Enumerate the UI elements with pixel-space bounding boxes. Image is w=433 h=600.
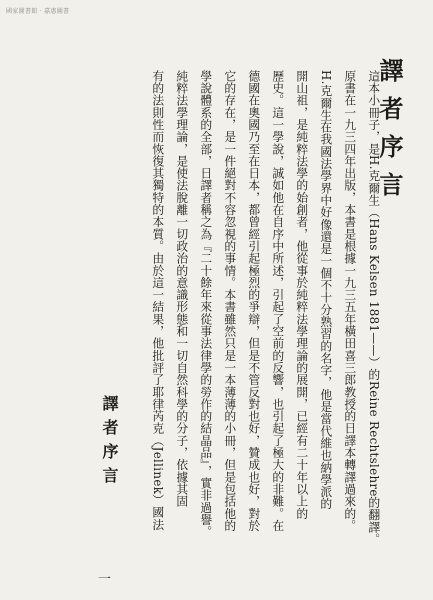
text-column-4: 開山祖，是純粹法學的始創者，他從事於純粹法學理論的展開，已經有二十年以上的: [294, 70, 309, 520]
page-title: 譯者序言: [375, 58, 404, 210]
text-column-7: 它的存在，是一件絕對不容忽視的事情。本書雖然只是一本薄薄的小冊，但是包括他的: [222, 70, 237, 532]
text-column-10: 有的法則性而恢復其獨特的本質。由於這一結果，他批評了耶律芮克（Jellinek）國法: [150, 70, 165, 531]
running-footer-title: 譯者序言: [100, 395, 119, 491]
text-column-2: 原書在一九三四年出版，本書是根據一九三五年橫田喜三郎教授的日譯本轉譯過來的。: [342, 70, 357, 532]
text-column-6: 德國在奧國乃至在日本，都曾經引起極烈的爭辯，但是不管反對也好，贊成也好，對於: [246, 70, 261, 532]
text-column-1: 這本小冊子，是H.克爾生（Hans Kelsen 1881——）的Reine Rechtslehre的翻譯。: [366, 70, 381, 546]
text-column-3: H.克爾生在我國法學界中好像還是一個不十分熟習的名字，他是當代維也納學派的: [318, 70, 333, 510]
text-column-5: 歷史。這一學說，誠如他在自序中所述，引起了空前的反響，也引起了極大的非難。在: [270, 70, 285, 532]
page-number: 一: [98, 572, 112, 587]
text-column-8: 學說體系的全部，日譯者稱之為『二十餘年來從事法律學的勞作的結晶品』，實非過譽。: [198, 70, 213, 538]
library-stamp: 國家圖書館 · 嘉惠圖書: [6, 8, 70, 15]
text-column-9: 純粹法學理論，是使法脫離一切政治的意識形態和一切自然科學的分子，依據其固: [174, 70, 189, 508]
